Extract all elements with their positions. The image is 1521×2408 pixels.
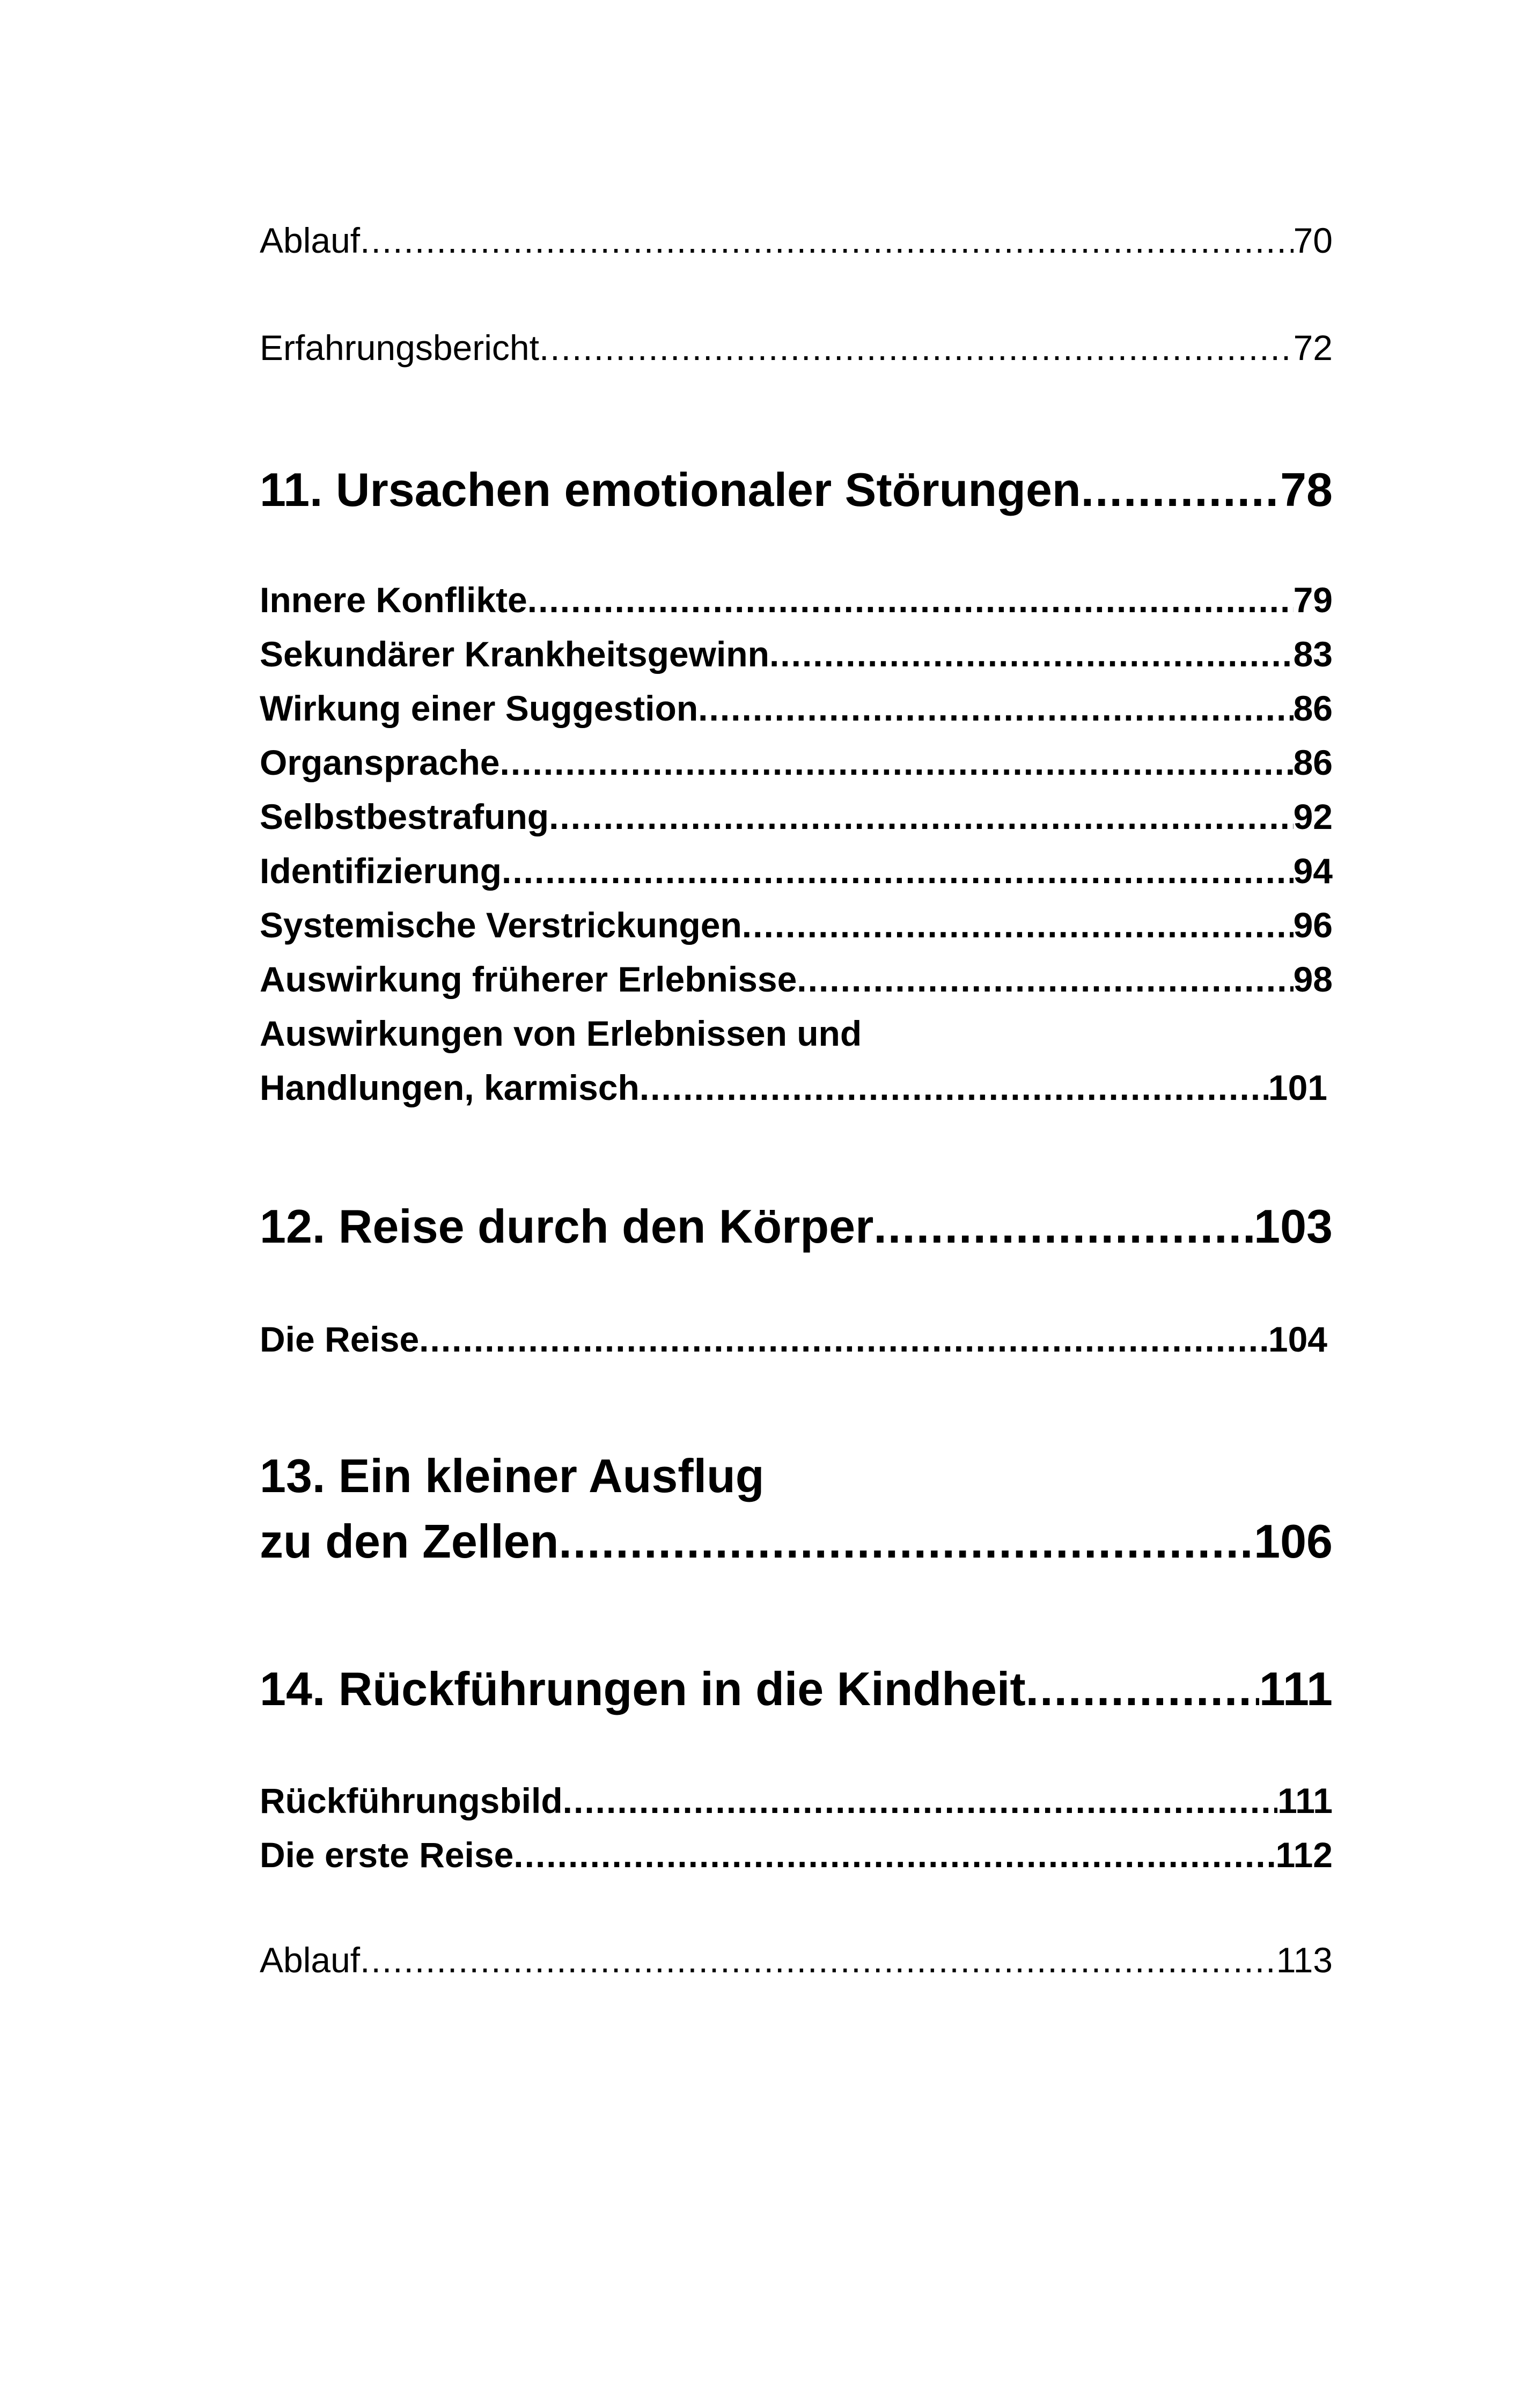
toc-entry[interactable] (260, 579, 1333, 620)
chapter-page: 111 (1259, 1662, 1333, 1715)
toc-entry[interactable] (260, 796, 1333, 837)
toc-entry-page: 96 (1293, 905, 1333, 945)
toc-entry-title: Identifizierung (260, 851, 502, 891)
dot-leader (360, 1940, 1276, 1980)
toc-entry-karmisch[interactable] (260, 1067, 1327, 1108)
chapter-page: 78 (1280, 463, 1333, 516)
toc-entry-page: 86 (1293, 688, 1333, 728)
toc-entry-title: Erfahrungsbericht (260, 328, 539, 368)
toc-entry-page: 86 (1293, 743, 1333, 782)
chapter-title-line: 13. Ein kleiner Ausflug (260, 1449, 765, 1502)
toc-entry-erfahrungsbericht[interactable] (260, 327, 1333, 368)
toc-entry-page: 83 (1293, 634, 1333, 674)
toc-entry-title: Die Reise (260, 1319, 420, 1359)
toc-entry-ablauf[interactable] (260, 1940, 1333, 1980)
toc-entry-page: 72 (1293, 328, 1333, 368)
dot-leader (549, 796, 1293, 837)
toc-entry[interactable] (260, 688, 1333, 729)
toc-entry[interactable] (260, 1834, 1333, 1875)
toc-entry-die-reise[interactable] (260, 1319, 1327, 1360)
dot-leader (1026, 1662, 1259, 1716)
dot-leader (873, 1199, 1254, 1254)
toc-entry[interactable] (260, 634, 1333, 674)
toc-entry-title: Systemische Verstrickungen (260, 905, 742, 945)
dot-leader (769, 634, 1294, 674)
toc-entry[interactable] (260, 742, 1333, 783)
dot-leader (698, 688, 1293, 729)
dot-leader (563, 1780, 1278, 1821)
toc-entry[interactable] (260, 959, 1333, 1000)
dot-leader (419, 1319, 1268, 1360)
toc-entry-title: Selbstbestrafung (260, 797, 549, 836)
toc-entry-page: 104 (1268, 1319, 1327, 1359)
toc-entry-title: Organsprache (260, 743, 500, 782)
toc-entry-page: 98 (1293, 959, 1333, 999)
dot-leader (360, 220, 1293, 261)
toc-entry-page: 112 (1275, 1835, 1333, 1875)
dot-leader (1081, 462, 1280, 517)
dot-leader (500, 742, 1294, 783)
toc-entry-page: 70 (1293, 221, 1333, 260)
dot-leader (742, 905, 1294, 945)
toc-entry-title: Handlungen, karmisch (260, 1068, 640, 1107)
toc-entry-title: Sekundärer Krankheitsgewinn (260, 634, 769, 674)
dot-leader (640, 1067, 1268, 1108)
chapter-title: 11. Ursachen emotionaler Störungen (260, 463, 1081, 516)
chapter-page: 106 (1254, 1515, 1333, 1568)
toc-entry-page: 113 (1276, 1940, 1333, 1980)
chapter-title: 12. Reise durch den Körper (260, 1200, 874, 1253)
toc-chapter-14[interactable] (260, 1662, 1333, 1716)
toc-entry-line: Auswirkungen von Erlebnissen und (260, 1014, 862, 1053)
chapter-title: zu den Zellen (260, 1515, 559, 1568)
toc-chapter-11[interactable] (260, 462, 1333, 517)
dot-leader (797, 959, 1293, 1000)
chapter-page: 103 (1254, 1200, 1333, 1253)
toc-entry-title: Innere Konflikte (260, 580, 527, 620)
toc-entry-page: 94 (1293, 851, 1333, 891)
toc-entry[interactable] (260, 850, 1333, 891)
toc-entry-page: 92 (1293, 797, 1333, 836)
toc-entry[interactable] (260, 1780, 1333, 1821)
toc-chapter-12[interactable] (260, 1199, 1333, 1254)
dot-leader (502, 850, 1294, 891)
toc-entry-title: Ablauf (260, 1940, 361, 1980)
toc-entry-page: 79 (1293, 580, 1333, 620)
dot-leader (539, 327, 1294, 368)
dot-leader (527, 579, 1294, 620)
dot-leader (513, 1834, 1275, 1875)
toc-entry-page: 101 (1268, 1068, 1327, 1107)
chapter-title: 14. Rückführungen in die Kindheit (260, 1662, 1026, 1715)
toc-entry-title: Auswirkung früherer Erlebnisse (260, 959, 797, 999)
toc-entry-title: Ablauf (260, 221, 361, 260)
toc-entry-title: Die erste Reise (260, 1835, 514, 1875)
toc-entry-title: Wirkung einer Suggestion (260, 688, 699, 728)
toc-entry-ablauf[interactable] (260, 220, 1333, 261)
toc-chapter-13[interactable] (260, 1514, 1333, 1569)
toc-entry-page: 111 (1277, 1781, 1333, 1820)
toc-entry[interactable] (260, 905, 1333, 945)
toc-entry-title: Rückführungsbild (260, 1781, 563, 1820)
dot-leader (559, 1514, 1254, 1569)
